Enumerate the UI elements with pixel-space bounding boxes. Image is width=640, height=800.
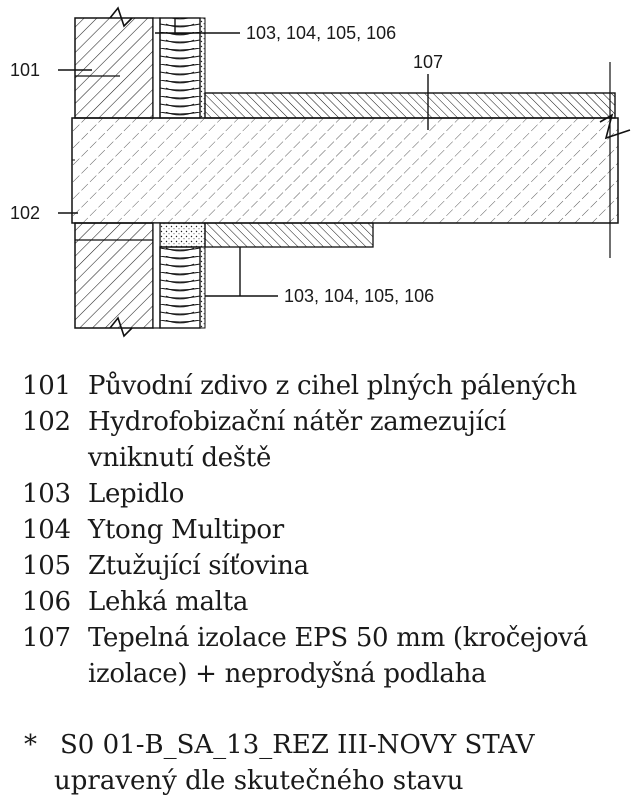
legend-number: 102 [22,407,71,437]
legend-text: Ytong Multipor [88,515,284,545]
legend-number: 103 [22,479,71,509]
legend-number: 101 [22,371,71,401]
legend-text-continued: izolace) + neprodyšná podlaha [88,659,487,689]
section-drawing [0,0,640,340]
note-marker: * [24,730,37,760]
callout-102: 102 [10,203,41,223]
callout-101: 101 [10,60,41,80]
note-reference: S0 01-B_SA_13_REZ III-NOVY STAV [60,730,535,760]
legend-number: 106 [22,587,71,617]
legend-text: Ztužující síťovina [88,551,309,581]
lower-wall [75,223,153,328]
legend-text-continued: vniknutí deště [88,443,272,473]
legend-text: Lepidlo [88,479,185,509]
callout-107: 107 [413,52,444,72]
legend-text: Lehká malta [88,587,249,617]
note-description: upravený dle skutečného stavu [54,766,464,796]
legend-text: Původní zdivo z cihel plných pálených [88,371,577,401]
upper-wall [75,18,153,118]
callout-upper-layers: 103, 104, 105, 106 [246,23,397,43]
lower-soffit-insulation [160,223,373,247]
legend-text: Hydrofobizační nátěr zamezující [88,407,506,437]
legend-number: 107 [22,623,71,653]
callout-lower-layers: 103, 104, 105, 106 [284,286,435,306]
legend-number: 105 [22,551,71,581]
legend-text: Tepelná izolace EPS 50 mm (kročejová [88,623,588,653]
floor-layer [205,93,615,118]
legend-number: 104 [22,515,71,545]
slab [72,118,618,223]
